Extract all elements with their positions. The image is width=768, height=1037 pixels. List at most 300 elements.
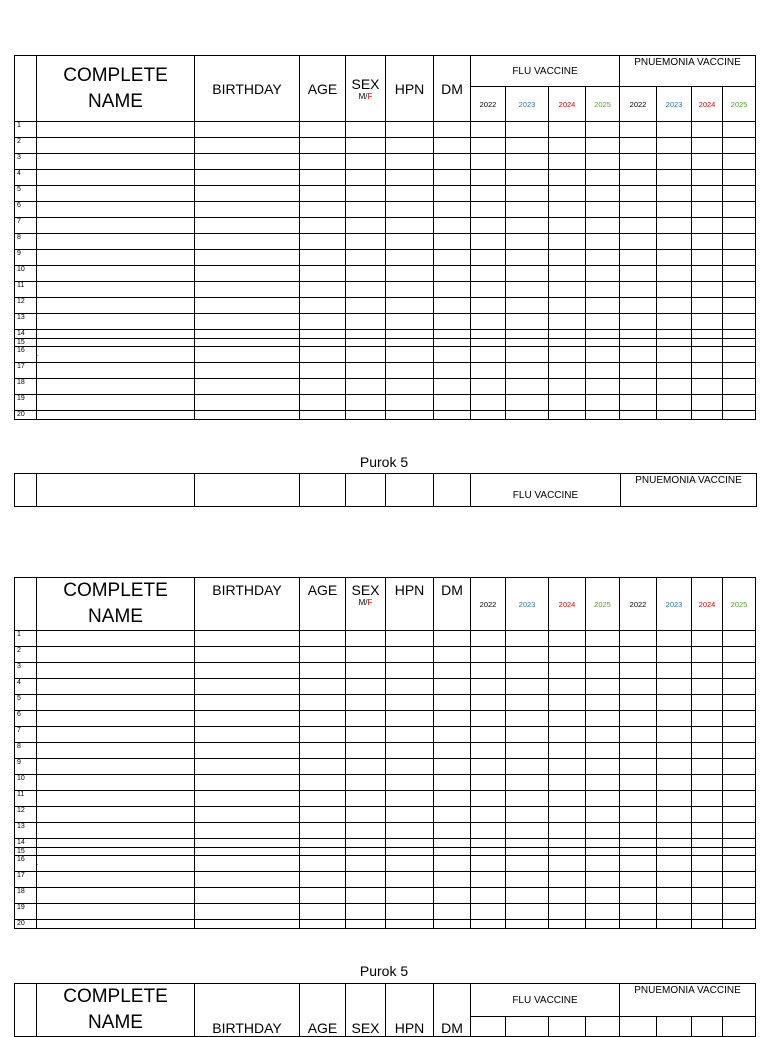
table-cell[interactable] (586, 807, 620, 823)
table-cell[interactable] (37, 122, 195, 138)
table-cell[interactable] (195, 631, 300, 647)
table-cell[interactable] (386, 695, 434, 711)
table-cell[interactable] (692, 395, 723, 411)
table-cell[interactable] (346, 888, 386, 904)
table-cell[interactable] (586, 920, 620, 929)
table-cell[interactable] (37, 411, 195, 420)
table-cell[interactable] (300, 711, 346, 727)
table-cell[interactable] (692, 186, 723, 202)
table-cell[interactable] (37, 759, 195, 775)
table-cell[interactable] (471, 218, 506, 234)
table-cell[interactable] (300, 250, 346, 266)
table-cell[interactable] (657, 202, 692, 218)
table-cell[interactable] (723, 727, 756, 743)
table-cell[interactable] (346, 186, 386, 202)
table-cell[interactable] (586, 743, 620, 759)
table-cell[interactable] (37, 695, 195, 711)
table-cell[interactable] (586, 363, 620, 379)
table-cell[interactable] (620, 314, 657, 330)
table-cell[interactable] (723, 170, 756, 186)
table-cell[interactable] (586, 663, 620, 679)
table-cell[interactable] (386, 339, 434, 347)
table-cell[interactable] (471, 727, 506, 743)
table-cell[interactable] (300, 154, 346, 170)
table-cell[interactable] (300, 202, 346, 218)
table-cell[interactable] (549, 170, 586, 186)
table-cell[interactable] (657, 920, 692, 929)
table-cell[interactable] (471, 872, 506, 888)
table-cell[interactable] (506, 872, 549, 888)
table-cell[interactable] (506, 122, 549, 138)
table-cell[interactable] (692, 647, 723, 663)
table-cell[interactable] (300, 647, 346, 663)
table-cell[interactable] (723, 791, 756, 807)
table-cell[interactable] (386, 363, 434, 379)
table-cell[interactable] (723, 266, 756, 282)
table-cell[interactable] (657, 759, 692, 775)
table-cell[interactable] (506, 711, 549, 727)
table-cell[interactable] (586, 395, 620, 411)
table-cell[interactable] (586, 872, 620, 888)
table-cell[interactable] (506, 839, 549, 848)
table-cell[interactable] (657, 791, 692, 807)
table-cell[interactable] (471, 823, 506, 839)
table-cell[interactable] (692, 339, 723, 347)
table-cell[interactable] (300, 872, 346, 888)
table-cell[interactable] (549, 888, 586, 904)
table-cell[interactable] (586, 411, 620, 420)
table-cell[interactable] (723, 218, 756, 234)
table-cell[interactable] (346, 379, 386, 395)
table-cell[interactable] (37, 363, 195, 379)
table-cell[interactable] (549, 679, 586, 695)
table-cell[interactable] (195, 904, 300, 920)
table-cell[interactable] (506, 663, 549, 679)
table-cell[interactable] (300, 170, 346, 186)
table-cell[interactable] (471, 154, 506, 170)
table-cell[interactable] (620, 872, 657, 888)
table-cell[interactable] (300, 363, 346, 379)
table-cell[interactable] (434, 920, 471, 929)
table-cell[interactable] (434, 663, 471, 679)
table-cell[interactable] (549, 807, 586, 823)
table-cell[interactable] (692, 663, 723, 679)
table-cell[interactable] (300, 695, 346, 711)
table-cell[interactable] (195, 186, 300, 202)
table-cell[interactable] (434, 631, 471, 647)
table-cell[interactable] (723, 234, 756, 250)
table-cell[interactable] (692, 775, 723, 791)
table-cell[interactable] (549, 339, 586, 347)
table-cell[interactable] (386, 631, 434, 647)
table-cell[interactable] (549, 872, 586, 888)
table-cell[interactable] (346, 920, 386, 929)
table-cell[interactable] (37, 791, 195, 807)
table-cell[interactable] (386, 330, 434, 339)
table-cell[interactable] (506, 330, 549, 339)
table-cell[interactable] (657, 839, 692, 848)
table-cell[interactable] (620, 695, 657, 711)
table-cell[interactable] (723, 186, 756, 202)
table-cell[interactable] (657, 339, 692, 347)
table-cell[interactable] (506, 727, 549, 743)
table-cell[interactable] (434, 186, 471, 202)
table-cell[interactable] (723, 759, 756, 775)
table-cell[interactable] (471, 339, 506, 347)
table-cell[interactable] (386, 266, 434, 282)
table-cell[interactable] (549, 695, 586, 711)
table-cell[interactable] (471, 759, 506, 775)
table-cell[interactable] (346, 298, 386, 314)
table-cell[interactable] (586, 250, 620, 266)
table-cell[interactable] (549, 856, 586, 872)
table-cell[interactable] (195, 791, 300, 807)
table-cell[interactable] (195, 848, 300, 856)
table-cell[interactable] (195, 856, 300, 872)
table-cell[interactable] (657, 330, 692, 339)
table-cell[interactable] (346, 647, 386, 663)
table-cell[interactable] (300, 266, 346, 282)
table-cell[interactable] (723, 775, 756, 791)
table-cell[interactable] (386, 234, 434, 250)
table-cell[interactable] (386, 647, 434, 663)
table-cell[interactable] (37, 339, 195, 347)
table-cell[interactable] (692, 379, 723, 395)
table-cell[interactable] (37, 314, 195, 330)
table-cell[interactable] (300, 330, 346, 339)
table-cell[interactable] (471, 186, 506, 202)
table-cell[interactable] (723, 695, 756, 711)
table-cell[interactable] (386, 727, 434, 743)
table-cell[interactable] (586, 647, 620, 663)
table-cell[interactable] (723, 379, 756, 395)
table-cell[interactable] (386, 379, 434, 395)
table-cell[interactable] (195, 170, 300, 186)
table-cell[interactable] (586, 727, 620, 743)
table-cell[interactable] (506, 743, 549, 759)
table-cell[interactable] (586, 202, 620, 218)
table-cell[interactable] (692, 138, 723, 154)
table-cell[interactable] (657, 218, 692, 234)
table-cell[interactable] (346, 218, 386, 234)
table-cell[interactable] (657, 647, 692, 663)
table-cell[interactable] (195, 363, 300, 379)
table-cell[interactable] (586, 856, 620, 872)
table-cell[interactable] (37, 920, 195, 929)
table-cell[interactable] (300, 218, 346, 234)
table-cell[interactable] (620, 727, 657, 743)
table-cell[interactable] (620, 298, 657, 314)
table-cell[interactable] (506, 823, 549, 839)
table-cell[interactable] (434, 888, 471, 904)
table-cell[interactable] (586, 266, 620, 282)
table-cell[interactable] (620, 122, 657, 138)
table-cell[interactable] (506, 282, 549, 298)
table-cell[interactable] (657, 379, 692, 395)
table-cell[interactable] (300, 122, 346, 138)
table-cell[interactable] (471, 330, 506, 339)
table-cell[interactable] (386, 347, 434, 363)
table-cell[interactable] (37, 138, 195, 154)
table-cell[interactable] (471, 920, 506, 929)
table-cell[interactable] (471, 234, 506, 250)
table-cell[interactable] (37, 848, 195, 856)
table-cell[interactable] (300, 823, 346, 839)
table-cell[interactable] (434, 266, 471, 282)
table-cell[interactable] (620, 663, 657, 679)
table-cell[interactable] (386, 791, 434, 807)
table-cell[interactable] (549, 202, 586, 218)
table-cell[interactable] (346, 170, 386, 186)
table-cell[interactable] (346, 695, 386, 711)
table-cell[interactable] (434, 823, 471, 839)
table-cell[interactable] (657, 631, 692, 647)
table-cell[interactable] (549, 330, 586, 339)
name-cell[interactable] (37, 474, 195, 507)
table-cell[interactable] (586, 379, 620, 395)
table-cell[interactable] (434, 363, 471, 379)
table-cell[interactable] (300, 759, 346, 775)
table-cell[interactable] (620, 807, 657, 823)
table-cell[interactable] (723, 298, 756, 314)
table-cell[interactable] (471, 856, 506, 872)
table-cell[interactable] (620, 759, 657, 775)
table-cell[interactable] (549, 347, 586, 363)
table-cell[interactable] (434, 218, 471, 234)
table-cell[interactable] (620, 250, 657, 266)
table-cell[interactable] (657, 888, 692, 904)
table-cell[interactable] (434, 411, 471, 420)
table-cell[interactable] (549, 631, 586, 647)
table-cell[interactable] (586, 904, 620, 920)
table-cell[interactable] (37, 282, 195, 298)
table-cell[interactable] (692, 250, 723, 266)
table-cell[interactable] (586, 631, 620, 647)
table-cell[interactable] (471, 298, 506, 314)
table-cell[interactable] (37, 807, 195, 823)
table-cell[interactable] (549, 759, 586, 775)
table-cell[interactable] (692, 154, 723, 170)
hpn-cell[interactable] (386, 474, 434, 507)
table-cell[interactable] (620, 282, 657, 298)
table-cell[interactable] (346, 266, 386, 282)
table-cell[interactable] (506, 339, 549, 347)
table-cell[interactable] (692, 759, 723, 775)
table-cell[interactable] (723, 282, 756, 298)
age-cell[interactable] (300, 474, 346, 507)
table-cell[interactable] (506, 202, 549, 218)
table-cell[interactable] (346, 631, 386, 647)
table-cell[interactable] (37, 330, 195, 339)
table-cell[interactable] (586, 695, 620, 711)
table-cell[interactable] (723, 631, 756, 647)
table-cell[interactable] (692, 234, 723, 250)
table-cell[interactable] (471, 202, 506, 218)
table-cell[interactable] (586, 339, 620, 347)
table-cell[interactable] (506, 920, 549, 929)
table-cell[interactable] (434, 872, 471, 888)
table-cell[interactable] (586, 154, 620, 170)
table-cell[interactable] (434, 282, 471, 298)
table-cell[interactable] (657, 154, 692, 170)
table-cell[interactable] (657, 170, 692, 186)
table-cell[interactable] (195, 339, 300, 347)
table-cell[interactable] (37, 154, 195, 170)
table-cell[interactable] (434, 856, 471, 872)
table-cell[interactable] (195, 314, 300, 330)
table-cell[interactable] (657, 266, 692, 282)
table-cell[interactable] (692, 823, 723, 839)
table-cell[interactable] (657, 282, 692, 298)
table-cell[interactable] (37, 711, 195, 727)
table-cell[interactable] (549, 823, 586, 839)
table-cell[interactable] (620, 202, 657, 218)
table-cell[interactable] (386, 872, 434, 888)
table-cell[interactable] (549, 727, 586, 743)
table-cell[interactable] (386, 920, 434, 929)
table-cell[interactable] (434, 743, 471, 759)
table-cell[interactable] (471, 314, 506, 330)
table-cell[interactable] (657, 848, 692, 856)
table-cell[interactable] (434, 695, 471, 711)
table-cell[interactable] (386, 807, 434, 823)
table-cell[interactable] (386, 298, 434, 314)
table-cell[interactable] (506, 170, 549, 186)
table-cell[interactable] (346, 872, 386, 888)
table-cell[interactable] (692, 743, 723, 759)
table-cell[interactable] (346, 663, 386, 679)
table-cell[interactable] (386, 411, 434, 420)
table-cell[interactable] (37, 266, 195, 282)
table-cell[interactable] (300, 138, 346, 154)
table-cell[interactable] (723, 339, 756, 347)
table-cell[interactable] (620, 711, 657, 727)
table-cell[interactable] (37, 170, 195, 186)
table-cell[interactable] (195, 298, 300, 314)
table-cell[interactable] (549, 298, 586, 314)
table-cell[interactable] (37, 775, 195, 791)
table-cell[interactable] (434, 711, 471, 727)
table-cell[interactable] (37, 888, 195, 904)
table-cell[interactable] (300, 888, 346, 904)
table-cell[interactable] (195, 695, 300, 711)
table-cell[interactable] (434, 339, 471, 347)
table-cell[interactable] (195, 347, 300, 363)
table-cell[interactable] (692, 839, 723, 848)
table-cell[interactable] (586, 170, 620, 186)
table-cell[interactable] (723, 743, 756, 759)
table-cell[interactable] (434, 679, 471, 695)
table-cell[interactable] (195, 663, 300, 679)
table-cell[interactable] (346, 363, 386, 379)
table-cell[interactable] (386, 314, 434, 330)
row16-mark[interactable]: . (37, 347, 195, 363)
table-cell[interactable] (471, 379, 506, 395)
table-cell[interactable] (620, 791, 657, 807)
table-cell[interactable] (620, 848, 657, 856)
table-cell[interactable] (386, 839, 434, 848)
table-cell[interactable] (657, 743, 692, 759)
table-cell[interactable] (586, 330, 620, 339)
table-cell[interactable] (506, 888, 549, 904)
table-cell[interactable] (346, 330, 386, 339)
table-cell[interactable] (549, 791, 586, 807)
table-cell[interactable] (346, 411, 386, 420)
table-cell[interactable] (692, 330, 723, 339)
table-cell[interactable] (586, 848, 620, 856)
table-cell[interactable] (195, 743, 300, 759)
table-cell[interactable] (723, 872, 756, 888)
table-cell[interactable] (195, 775, 300, 791)
table-cell[interactable] (346, 856, 386, 872)
table-cell[interactable] (195, 266, 300, 282)
table-cell[interactable] (386, 888, 434, 904)
table-cell[interactable] (195, 839, 300, 848)
table-cell[interactable] (692, 695, 723, 711)
table-cell[interactable] (506, 791, 549, 807)
table-cell[interactable] (723, 807, 756, 823)
table-cell[interactable] (434, 647, 471, 663)
table-cell[interactable] (506, 347, 549, 363)
table-cell[interactable] (471, 647, 506, 663)
table-cell[interactable] (471, 775, 506, 791)
table-cell[interactable] (586, 759, 620, 775)
table-cell[interactable] (506, 379, 549, 395)
table-cell[interactable] (386, 775, 434, 791)
table-cell[interactable] (620, 920, 657, 929)
table-cell[interactable] (620, 154, 657, 170)
table-cell[interactable] (723, 122, 756, 138)
table-cell[interactable] (386, 759, 434, 775)
table-cell[interactable] (723, 711, 756, 727)
table-cell[interactable] (506, 395, 549, 411)
table-cell[interactable] (195, 379, 300, 395)
table-cell[interactable] (723, 250, 756, 266)
table-cell[interactable] (506, 266, 549, 282)
table-cell[interactable] (434, 727, 471, 743)
table-cell[interactable] (434, 759, 471, 775)
table-cell[interactable] (195, 727, 300, 743)
table-cell[interactable] (434, 347, 471, 363)
table-cell[interactable] (346, 759, 386, 775)
table-cell[interactable] (346, 711, 386, 727)
table-cell[interactable] (657, 186, 692, 202)
table-cell[interactable] (471, 631, 506, 647)
table-cell[interactable] (506, 904, 549, 920)
table-cell[interactable] (506, 154, 549, 170)
table-cell[interactable] (657, 856, 692, 872)
table-cell[interactable] (549, 411, 586, 420)
table-cell[interactable] (195, 218, 300, 234)
table-cell[interactable] (471, 395, 506, 411)
table-cell[interactable] (37, 647, 195, 663)
table-cell[interactable] (723, 904, 756, 920)
table-cell[interactable] (723, 154, 756, 170)
table-cell[interactable] (692, 314, 723, 330)
table-cell[interactable] (37, 395, 195, 411)
table-cell[interactable] (657, 395, 692, 411)
table-cell[interactable] (549, 395, 586, 411)
table-cell[interactable] (434, 807, 471, 823)
table-cell[interactable] (386, 823, 434, 839)
table-cell[interactable] (195, 234, 300, 250)
table-cell[interactable] (471, 363, 506, 379)
table-cell[interactable] (37, 663, 195, 679)
table-cell[interactable] (471, 282, 506, 298)
table-cell[interactable] (657, 775, 692, 791)
table-cell[interactable] (386, 395, 434, 411)
table-cell[interactable] (657, 363, 692, 379)
